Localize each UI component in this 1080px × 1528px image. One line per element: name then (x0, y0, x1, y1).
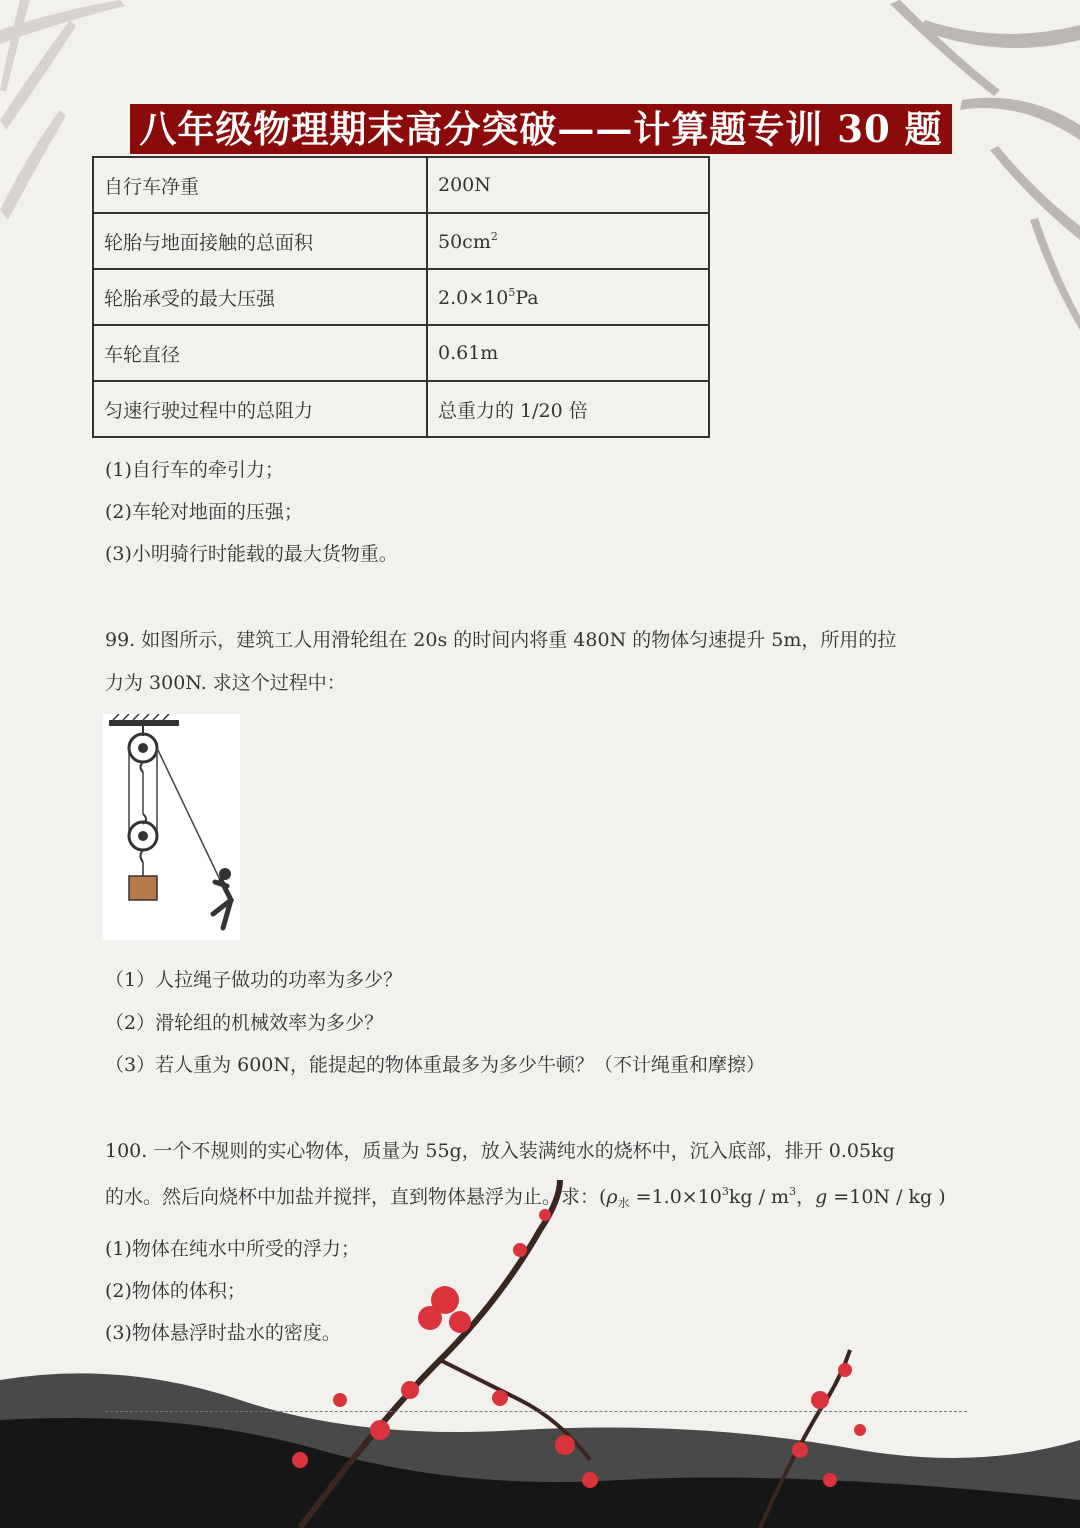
table-cell-label: 自行车净重 (93, 157, 427, 213)
q100-part-2: (2)物体的体积； (105, 1280, 246, 1302)
table-row (93, 381, 709, 437)
q99-part-1: （1）人拉绳子做功的功率为多少？ (105, 969, 403, 991)
plum-blossom-decoration (292, 1180, 866, 1528)
table-cell-value: 200N (427, 157, 709, 213)
table-cell-label: 匀速行驶过程中的总阻力 (93, 381, 427, 437)
table-row (93, 157, 709, 213)
density-exponent: 3 (721, 1185, 729, 1198)
rho-subscript: 水 (617, 1196, 630, 1210)
density-unit-exponent: 3 (789, 1185, 797, 1198)
table-row (93, 269, 709, 325)
table-cell-label: 轮胎承受的最大压强 (93, 269, 427, 325)
gravity-value: =10N / kg (827, 1186, 933, 1208)
value-text: 50cm (438, 230, 491, 253)
q99-part-2: （2）滑轮组的机械效率为多少？ (105, 1012, 384, 1034)
q100-part-3: (3)物体悬浮时盐水的密度。 (105, 1322, 341, 1344)
g-symbol: g (815, 1186, 828, 1208)
q100-stem-line2 (105, 1182, 946, 1211)
table-cell-label: 车轮直径 (93, 325, 427, 381)
value-superscript: 5 (508, 285, 516, 299)
rho-symbol: ρ (606, 1186, 618, 1208)
q98-part-2: (2)车轮对地面的压强； (105, 501, 303, 523)
table-row (93, 325, 709, 381)
page-title: 八年级物理期末高分突破——计算题专训 30 题 (130, 104, 952, 154)
q99-stem-line2: 力为 300N. 求这个过程中： (105, 672, 346, 694)
ink-mountain-decoration (0, 1373, 1080, 1528)
q99-part-3: （3）若人重为 600N，能提起的物体重最多为多少牛顿？（不计绳重和摩擦） (105, 1054, 766, 1076)
pulley-illustration (103, 714, 240, 940)
pulley-diagram (103, 714, 240, 940)
table-row (93, 213, 709, 269)
value-superscript: 2 (490, 229, 498, 243)
formula-close: ) (932, 1186, 946, 1208)
q100-stem-line1: 100. 一个不规则的实心物体，质量为 55g，放入装满纯水的烧杯中，沉入底部，排开 0.05kg (105, 1140, 895, 1162)
table-cell-value (427, 269, 709, 325)
q98-part-1: (1)自行车的牵引力； (105, 459, 284, 481)
density-unit: kg / m (728, 1186, 790, 1208)
q98-part-3: (3)小明骑行时能载的最大货物重。 (105, 543, 398, 565)
bicycle-spec-table (92, 156, 710, 438)
table-cell-value (427, 213, 709, 269)
bamboo-right-decoration (890, 0, 1080, 330)
value-text: 2.0×10 (438, 286, 509, 309)
value-unit: Pa (515, 286, 539, 309)
q99-stem-line1: 99. 如图所示，建筑工人用滑轮组在 20s 的时间内将重 480N 的物体匀速提升 5m，所用的拉 (105, 629, 897, 651)
table-cell-value: 0.61m (427, 325, 709, 381)
q100-part-1: (1)物体在纯水中所受的浮力； (105, 1238, 360, 1260)
table-cell-value: 总重力的 1/20 倍 (427, 381, 709, 437)
formula-separator: ， (796, 1186, 816, 1208)
q100-stem-text: 的水。然后向烧杯中加盐并搅拌，直到物体悬浮为止。求：( (105, 1186, 607, 1208)
table-cell-label: 轮胎与地面接触的总面积 (93, 213, 427, 269)
divider (105, 1411, 967, 1412)
density-value: =1.0×10 (629, 1186, 722, 1208)
